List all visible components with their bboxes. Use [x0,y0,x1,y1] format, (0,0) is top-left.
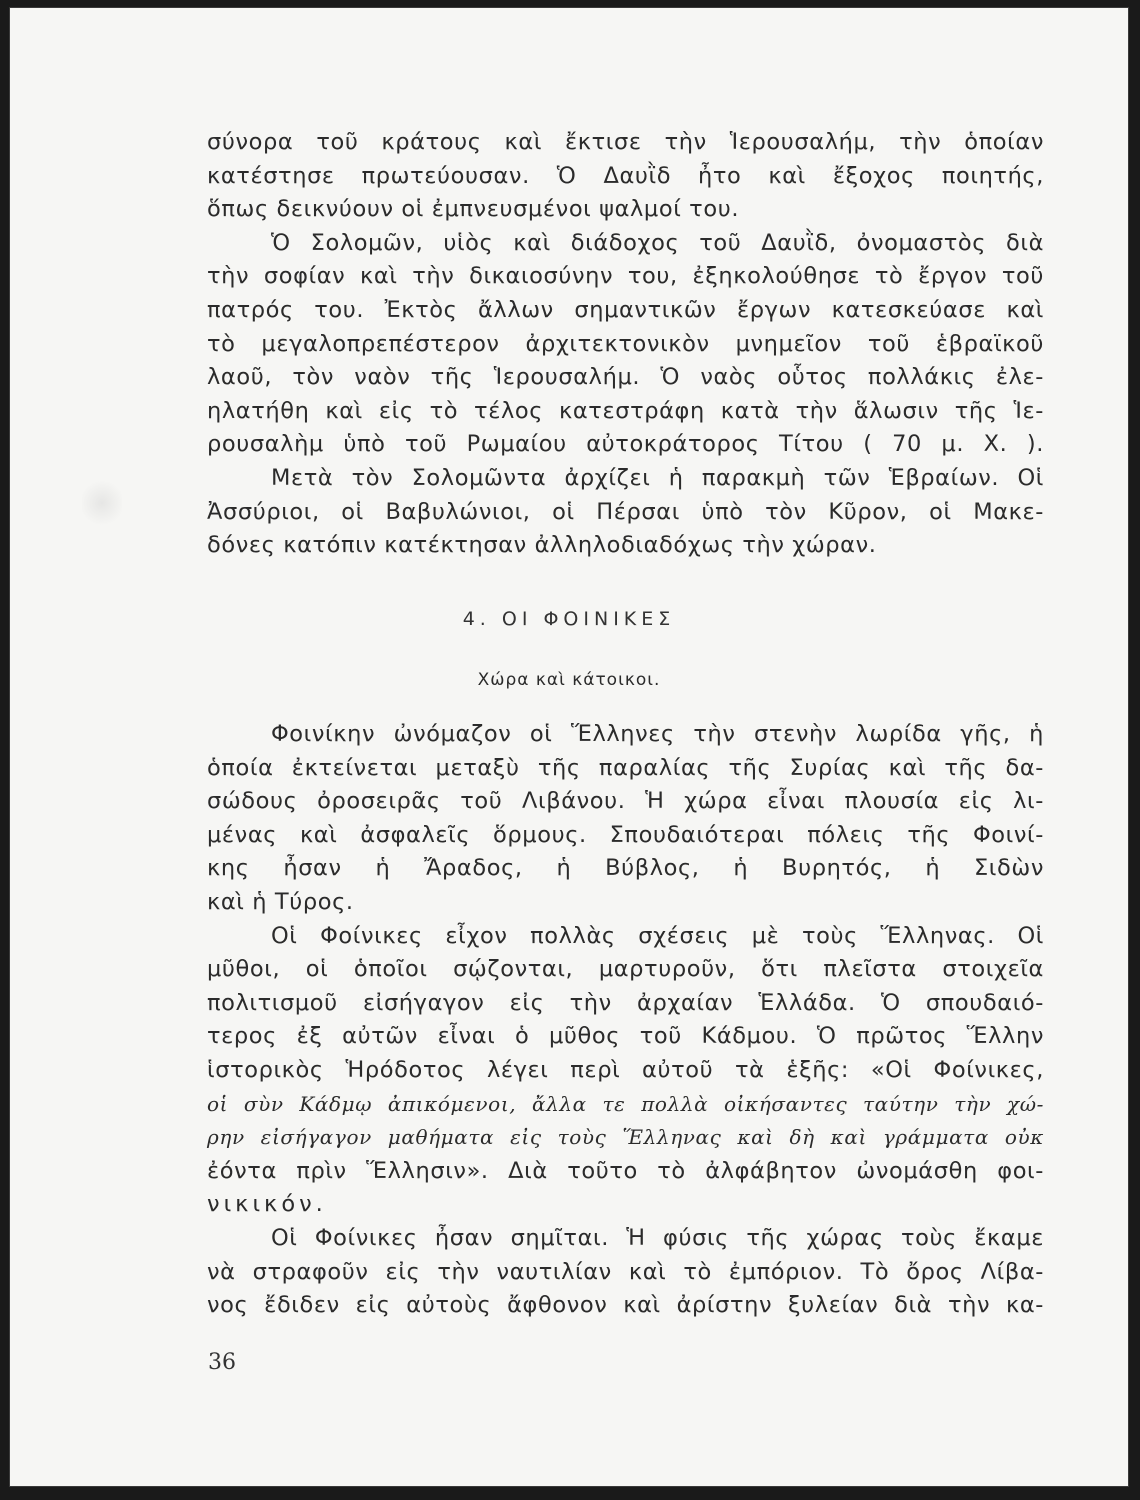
text-line: ηλατήθη καὶ εἰς τὸ τέλος κατεστράφη κατὰ τὴν ἅλωσιν τῆς Ἱε- [207,397,1044,424]
sub-heading: Χώρα καὶ κάτοικοι. [477,670,661,690]
text-line: Ὁ Σολομῶν, υἱὸς καὶ διάδοχος τοῦ Δαυῒδ, ὀνομαστὸς διὰ [271,229,1044,256]
text-line: ὁποία ἐκτείνεται μεταξὺ τῆς παραλίας τῆς Συρίας καὶ τῆς δα- [207,754,1044,781]
text-line: μῦθοι, οἱ ὁποῖοι σῴζονται, μαρτυροῦν, ὅτι πλεῖστα στοιχεῖα [207,956,1044,983]
section-heading: 4. ΟΙ ΦΟΙΝΙΚΕΣ [462,608,676,630]
text-line: σώδους ὀροσειρᾶς τοῦ Λιβάνου. Ἡ χώρα εἶναι πλουσία εἰς λι- [207,788,1044,815]
text-line: δόνες κατόπιν κατέκτησαν ἀλληλοδιαδόχως τὴν χώραν. [207,532,877,559]
text-line: πολιτισμοῦ εἰσήγαγον εἰς τὴν ἀρχαίαν Ἑλλάδα. Ὁ σπουδαιό- [207,989,1044,1016]
text-line: Μετὰ τὸν Σολομῶντα ἀρχίζει ἡ παρακμὴ τῶν Ἑβραίων. Οἱ [271,464,1044,491]
text-line: Οἱ Φοίνικες εἶχον πολλὰς σχέσεις μὲ τοὺς Ἕλληνας. Οἱ [271,922,1044,949]
text-line: τὴν σοφίαν καὶ τὴν δικαιοσύνην του, ἐξηκολούθησε τὸ ἔργον τοῦ [207,263,1044,290]
text-line: ἐόντα πρὶν Ἕλλησιν». Διὰ τοῦτο τὸ ἀλφάβητον ὠνομάσθη φοι- [207,1157,1044,1184]
text-line: τὸ μεγαλοπρεπέστερον ἀρχιτεκτονικὸν μνημεῖον τοῦ ἑβραϊκοῦ [207,330,1044,357]
text-line: σύνορα τοῦ κράτους καὶ ἔκτισε τὴν Ἱερουσαλήμ, τὴν ὁποίαν [207,129,1044,155]
text-line: νικικόν. [207,1191,327,1218]
text-line: πατρός του. Ἐκτὸς ἄλλων σημαντικῶν ἔργων κατεσκεύασε καὶ [207,296,1044,323]
text-line: νὰ στραφοῦν εἰς τὴν ναυτιλίαν καὶ τὸ ἐμπόριον. Τὸ ὄρος Λίβα- [207,1258,1044,1285]
text-line: νος ἔδιδεν εἰς αὐτοὺς ἄφθονον καὶ ἀρίστην ξυλείαν διὰ τὴν κα- [207,1292,1044,1319]
text-line: καὶ ἡ Τύρος. [207,888,354,915]
text-line: κης ἦσαν ἡ Ἄραδος, ἡ Βύβλος, ἡ Βυρητός, ἡ Σιδὼν [207,855,1044,882]
paper-speck [82,478,122,528]
text-line: κατέστησε πρωτεύουσαν. Ὁ Δαυῒδ ἦτο καὶ ἔξοχος ποιητής, [207,162,1044,189]
text-line: Οἱ Φοίνικες ἦσαν σημῖται. Ἡ φύσις τῆς χώρας τοὺς ἔκαμε [271,1224,1044,1251]
text-line: Φοινίκην ὠνόμαζον οἱ Ἕλληνες τὴν στενὴν λωρίδα γῆς, ἡ [271,721,1044,747]
quote-line: ρην εἰσήγαγον μαθήματα εἰς τοὺς Ἕλληνας καὶ δὴ καὶ γράμματα οὐκ [207,1125,1044,1150]
quote-line: οἱ σὺν Κάδμῳ ἀπικόμενοι, ἄλλα τε πολλὰ οἰκήσαντες ταύτην τὴν χώ- [207,1091,1044,1116]
text-line: ἱστορικὸς Ἡρόδοτος λέγει περὶ αὐτοῦ τὰ ἑξῆς: «Οἱ Φοίνικες, [207,1056,1044,1083]
text-line: ρουσαλὴμ ὑπὸ τοῦ Ρωμαίου αὐτοκράτορος Τίτου ( 70 μ. Χ. ). [207,431,1044,458]
text-line: λαοῦ, τὸν ναὸν τῆς Ἱερουσαλήμ. Ὁ ναὸς οὗτος πολλάκις ἐλε- [207,364,1044,391]
text-line: ὅπως δεικνύουν οἱ ἐμπνευσμένοι ψαλμοί του. [207,196,740,223]
bottom-text-block [207,718,1044,1323]
book-page [10,8,1128,1486]
text-line: Ἀσσύριοι, οἱ Βαβυλώνιοι, οἱ Πέρσαι ὑπὸ τὸν Κῦρον, οἱ Μακε- [207,498,1044,525]
text-line: τερος ἐξ αὐτῶν εἶναι ὁ μῦθος τοῦ Κάδμου. Ὁ πρῶτος Ἕλλην [207,1023,1044,1050]
page-number: 36 [208,1350,236,1375]
text-line: μένας καὶ ἀσφαλεῖς ὅρμους. Σπουδαιότεραι πόλεις τῆς Φοινί- [207,821,1044,848]
top-text-block [207,126,1044,563]
